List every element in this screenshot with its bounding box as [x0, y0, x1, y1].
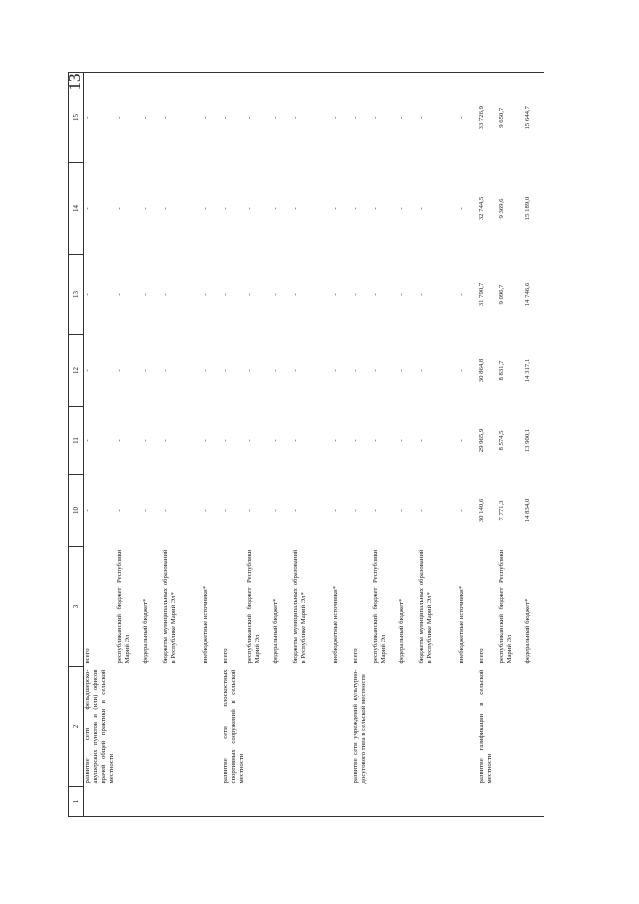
activity-cell: развитие газификации в сельской местности: [478, 669, 494, 784]
table-row: [398, 73, 418, 817]
value-cell: -: [222, 369, 230, 372]
value-cell: -: [202, 369, 210, 372]
value-cell: 9 650,7: [498, 73, 524, 163]
activity-cell: [418, 667, 458, 787]
table-row: [246, 73, 272, 817]
column-header: 12: [69, 335, 84, 407]
column-header: 13: [69, 255, 84, 335]
value-cell: -: [84, 207, 91, 210]
rotated-table-container: [68, 73, 548, 817]
table-row: [162, 73, 202, 817]
table-row: [332, 73, 352, 817]
value-cell: -: [372, 293, 380, 296]
row-number-cell: [142, 787, 162, 817]
value-cell: -: [332, 73, 352, 163]
funding-source-cell: всего: [84, 648, 91, 664]
value-cell: -: [246, 509, 254, 512]
value-cell: 33 726,9: [478, 73, 498, 163]
column-header: 14: [69, 163, 84, 255]
value-cell: -: [162, 509, 170, 512]
value-cell: 15 644,7: [524, 73, 544, 163]
value-cell: -: [398, 73, 418, 163]
value-cell: -: [202, 73, 222, 163]
funding-source-cell: бюджеты муниципальных образований в Республике Марий Эл*: [418, 549, 434, 664]
activity-cell: [292, 667, 332, 787]
value-cell: -: [292, 369, 300, 372]
table-row: [292, 73, 332, 817]
value-cell: -: [84, 439, 91, 442]
value-cell: -: [162, 73, 202, 163]
funding-source-cell: республиканский бюджет Республики Марий Эл: [246, 549, 262, 664]
value-cell: -: [272, 293, 280, 296]
row-number-cell: [246, 787, 272, 817]
value-cell: -: [458, 293, 466, 296]
value-cell: 29 965,9: [478, 428, 486, 453]
row-number-cell: [498, 787, 524, 817]
row-number-cell: [524, 787, 544, 817]
funding-source-cell: федеральный бюджет*: [142, 598, 150, 664]
table-row: [272, 73, 292, 817]
activity-cell: развитие сети учреждений культурно-досугового типа в сельской местности: [352, 669, 368, 784]
value-cell: 30 864,8: [478, 358, 486, 383]
row-number-cell: [292, 787, 332, 817]
value-cell: -: [142, 207, 150, 210]
value-cell: 32 744,5: [478, 196, 486, 221]
row-number-cell: [202, 787, 222, 817]
funding-source-cell: бюджеты муниципальных образований в Республике Марий Эл*: [162, 549, 178, 664]
table-row: [498, 73, 524, 817]
value-cell: -: [84, 73, 117, 163]
value-cell: -: [372, 439, 380, 442]
table-row: [524, 73, 544, 817]
value-cell: -: [272, 369, 280, 372]
value-cell: -: [142, 509, 150, 512]
value-cell: -: [272, 509, 280, 512]
table-row: [418, 73, 458, 817]
table-row: [84, 73, 117, 817]
table-row: [202, 73, 222, 817]
value-cell: -: [246, 73, 272, 163]
value-cell: -: [458, 509, 466, 512]
value-cell: -: [398, 293, 406, 296]
row-number-cell: [458, 787, 478, 817]
value-cell: -: [458, 369, 466, 372]
funding-source-cell: федеральный бюджет*: [272, 598, 280, 664]
value-cell: -: [246, 369, 254, 372]
funding-source-cell: внебюджетные источники*: [332, 585, 340, 664]
value-cell: -: [222, 509, 230, 512]
table-row: [352, 73, 372, 817]
value-cell: -: [222, 293, 230, 296]
value-cell: -: [222, 207, 230, 210]
value-cell: -: [458, 207, 466, 210]
value-cell: -: [202, 293, 210, 296]
activity-cell: [498, 667, 524, 787]
value-cell: -: [418, 509, 426, 512]
value-cell: -: [84, 293, 91, 296]
value-cell: -: [352, 439, 360, 442]
value-cell: -: [398, 369, 406, 372]
value-cell: 14 834,0: [524, 498, 532, 523]
value-cell: -: [352, 73, 372, 163]
value-cell: -: [116, 207, 124, 210]
value-cell: -: [418, 207, 426, 210]
value-cell: -: [458, 439, 466, 442]
row-number-cell: [398, 787, 418, 817]
funding-source-cell: федеральный бюджет*: [524, 598, 532, 664]
table-row: [116, 73, 142, 817]
activity-cell: [116, 667, 142, 787]
value-cell: -: [84, 369, 91, 372]
value-cell: -: [162, 439, 170, 442]
value-cell: 14 746,6: [524, 282, 532, 307]
activity-cell: [272, 667, 292, 787]
value-cell: -: [272, 207, 280, 210]
table-header-row: [69, 73, 84, 817]
value-cell: -: [246, 207, 254, 210]
column-header: 3: [69, 547, 84, 667]
value-cell: -: [292, 509, 300, 512]
value-cell: -: [142, 439, 150, 442]
table-row: [222, 73, 246, 817]
activity-cell: [332, 667, 352, 787]
value-cell: 9 096,7: [498, 284, 506, 305]
value-cell: 9 369,6: [498, 198, 506, 219]
row-number-cell: [352, 787, 372, 817]
value-cell: -: [332, 369, 340, 372]
value-cell: 14 317,1: [524, 358, 532, 383]
activity-cell: развитие сети плоскостных спортивных сооружений в сельской местности: [222, 669, 246, 784]
value-cell: -: [418, 73, 458, 163]
value-cell: -: [458, 73, 478, 163]
value-cell: 8 574,5: [498, 430, 506, 451]
value-cell: -: [292, 439, 300, 442]
value-cell: -: [202, 207, 210, 210]
value-cell: -: [352, 293, 360, 296]
value-cell: -: [292, 293, 300, 296]
value-cell: -: [372, 73, 398, 163]
value-cell: 8 831,7: [498, 360, 506, 381]
value-cell: -: [272, 439, 280, 442]
value-cell: -: [116, 509, 124, 512]
value-cell: -: [398, 207, 406, 210]
value-cell: -: [202, 439, 210, 442]
value-cell: -: [418, 369, 426, 372]
value-cell: -: [222, 73, 246, 163]
row-number-cell: [222, 787, 246, 817]
column-header: 10: [69, 475, 84, 547]
value-cell: 13 900,1: [524, 428, 532, 453]
funding-table: [68, 72, 544, 817]
funding-source-cell: республиканский бюджет Республики Марий Эл: [116, 549, 132, 664]
table-row: [458, 73, 478, 817]
value-cell: -: [116, 73, 142, 163]
funding-source-cell: бюджеты муниципальных образований в Республике Марий Эл*: [292, 549, 308, 664]
page-number: 13: [65, 73, 84, 91]
column-header: 15: [69, 73, 84, 163]
value-cell: -: [202, 509, 210, 512]
value-cell: 30 140,6: [478, 498, 486, 523]
row-number-cell: [162, 787, 202, 817]
funding-source-cell: федеральный бюджет*: [398, 598, 406, 664]
value-cell: -: [398, 439, 406, 442]
value-cell: -: [418, 439, 426, 442]
value-cell: -: [222, 439, 230, 442]
funding-source-cell: внебюджетные источники*: [202, 585, 210, 664]
value-cell: -: [418, 293, 426, 296]
funding-source-cell: всего: [478, 648, 486, 664]
row-number-cell: [372, 787, 398, 817]
value-cell: -: [162, 207, 170, 210]
value-cell: -: [142, 369, 150, 372]
funding-source-cell: внебюджетные источники*: [458, 585, 466, 664]
value-cell: 31 790,7: [478, 282, 486, 307]
value-cell: -: [292, 207, 300, 210]
funding-source-cell: всего: [352, 648, 360, 664]
value-cell: -: [332, 439, 340, 442]
value-cell: -: [372, 369, 380, 372]
value-cell: -: [246, 293, 254, 296]
row-number-cell: [418, 787, 458, 817]
value-cell: -: [246, 439, 254, 442]
activity-cell: развитие сети фельдшерско-акушерских пунктов и (или) офисов врачей общей практики в сельской местности: [84, 669, 116, 784]
value-cell: -: [116, 293, 124, 296]
value-cell: -: [332, 207, 340, 210]
table-row: [478, 73, 498, 817]
activity-cell: [398, 667, 418, 787]
funding-source-cell: республиканский бюджет Республики Марий Эл: [372, 549, 388, 664]
value-cell: -: [332, 509, 340, 512]
table-row: [372, 73, 398, 817]
activity-cell: [142, 667, 162, 787]
row-number-cell: [116, 787, 142, 817]
value-cell: -: [352, 369, 360, 372]
value-cell: -: [352, 207, 360, 210]
row-number-cell: [84, 787, 117, 817]
value-cell: -: [372, 207, 380, 210]
activity-cell: [372, 667, 398, 787]
table-row: [142, 73, 162, 817]
activity-cell: [524, 667, 544, 787]
row-number-cell: [272, 787, 292, 817]
funding-source-cell: всего: [222, 648, 230, 664]
value-cell: -: [372, 509, 380, 512]
activity-cell: [162, 667, 202, 787]
value-cell: -: [162, 293, 170, 296]
value-cell: -: [116, 439, 124, 442]
value-cell: -: [398, 509, 406, 512]
value-cell: -: [352, 509, 360, 512]
value-cell: -: [332, 293, 340, 296]
value-cell: -: [272, 73, 292, 163]
row-number-cell: [478, 787, 498, 817]
activity-cell: [458, 667, 478, 787]
column-header: 2: [69, 667, 84, 787]
value-cell: 7 771,3: [498, 500, 506, 521]
column-header: 1: [69, 787, 84, 817]
funding-source-cell: республиканский бюджет Республики Марий Эл: [498, 549, 514, 664]
value-cell: -: [142, 73, 162, 163]
value-cell: -: [84, 509, 91, 512]
value-cell: -: [292, 73, 332, 163]
value-cell: -: [162, 369, 170, 372]
activity-cell: [246, 667, 272, 787]
column-header: 11: [69, 407, 84, 475]
value-cell: -: [116, 369, 124, 372]
activity-cell: [202, 667, 222, 787]
row-number-cell: [332, 787, 352, 817]
value-cell: 15 189,0: [524, 196, 532, 221]
value-cell: -: [142, 293, 150, 296]
